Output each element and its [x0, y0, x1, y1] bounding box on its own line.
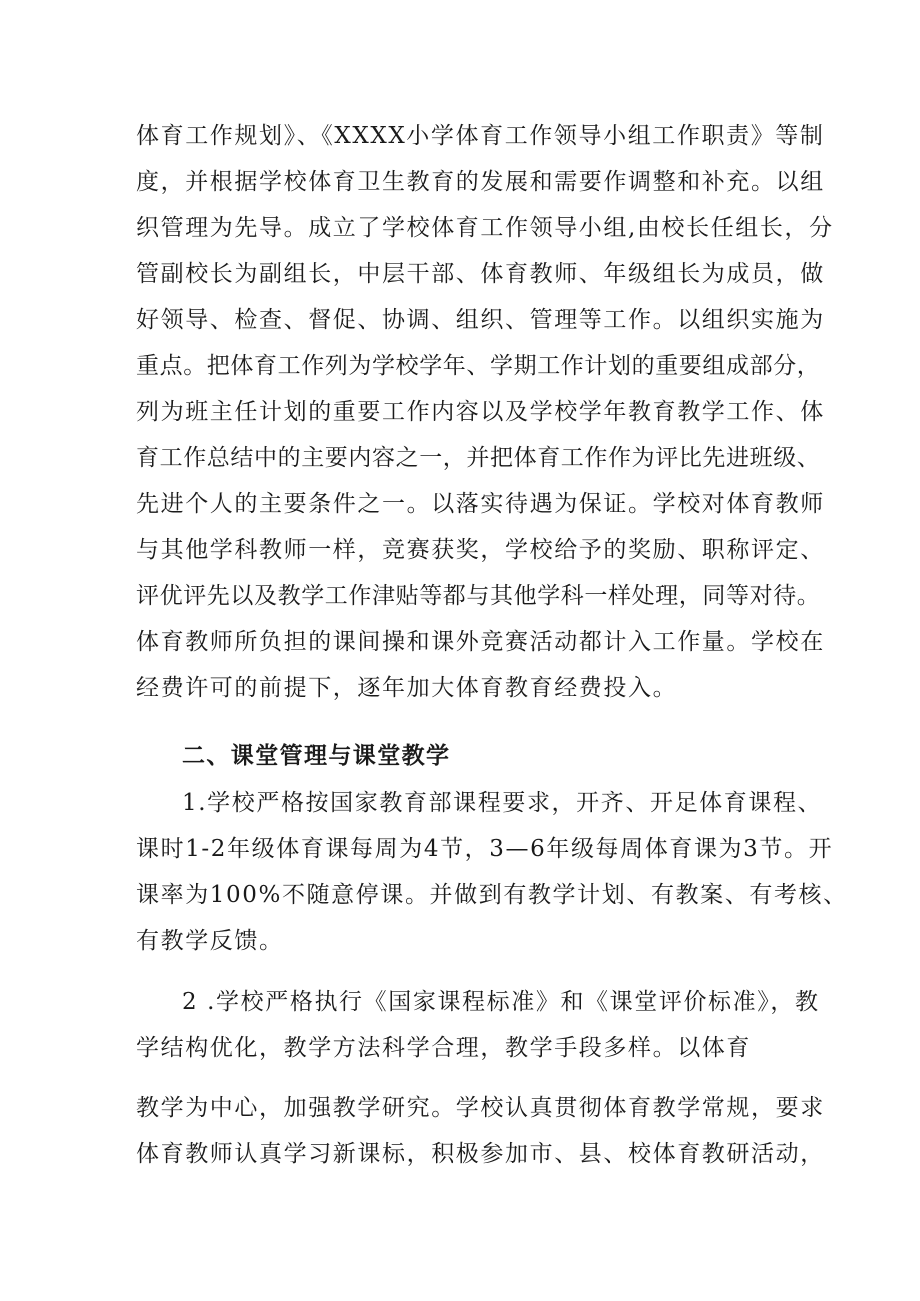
text-line: 课率为100%不随意停课。并做到有教学计划、有教案、有考核、 — [136, 882, 848, 908]
text-line: 列为班主任计划的重要工作内容以及学校学年教育教学工作、体 — [136, 399, 825, 425]
text-line: 教学为中心，加强教学研究。学校认真贯彻体育教学常规，要求 — [136, 1095, 825, 1121]
text-line: 1.学校严格按国家教育部课程要求，开齐、开足体育课程、 — [182, 790, 823, 816]
text-line: 育工作总结中的主要内容之一，并把体育工作作为评比先进班级、 — [136, 445, 821, 471]
text-line: 好领导、检查、督促、协调、组织、管理等工作。以组织实施为 — [136, 307, 825, 333]
text-line: 织管理为先导。成立了学校体育工作领导小组,由校长任组长，分 — [136, 215, 834, 241]
text-line: 先进个人的主要条件之一。以落实待遇为保证。学校对体育教师 — [136, 491, 825, 517]
text-line: 有教学反馈。 — [136, 928, 284, 954]
text-line: 课时1-2年级体育课每周为4节，3—6年级每周体育课为3节。开 — [136, 836, 834, 862]
text-line: 体育教师认真学习新课标，积极参加市、县、校体育教研活动， — [136, 1141, 825, 1167]
text-line: 重点。把体育工作列为学校学年、学期工作计划的重要组成部分， — [136, 353, 821, 379]
text-line: 学结构优化，教学方法科学合理，教学手段多样。以体育 — [136, 1035, 751, 1061]
text-line: 经费许可的前提下，逐年加大体育教育经费投入。 — [136, 675, 678, 701]
text-line: 2 .学校严格执行《国家课程标准》和《课堂评价标准》，教 — [182, 989, 820, 1015]
text-line: 评优评先以及教学工作津贴等都与其他学科一样处理，同等对待。 — [136, 583, 821, 609]
text-line: 与其他学科教师一样，竞赛获奖，学校给予的奖励、职称评定、 — [136, 537, 825, 563]
text-line: 管副校长为副组长，中层干部、体育教师、年级组长为成员，做 — [136, 261, 825, 287]
text-line: 度，并根据学校体育卫生教育的发展和需要作调整和补充。以组 — [136, 169, 825, 195]
text-line: 体育工作规划》、《XXXX小学体育工作领导小组工作职责》等制 — [136, 123, 825, 149]
section-heading: 二、课堂管理与课堂教学 — [182, 743, 451, 769]
text-line: 体育教师所负担的课间操和课外竞赛活动都计入工作量。学校在 — [136, 629, 825, 655]
